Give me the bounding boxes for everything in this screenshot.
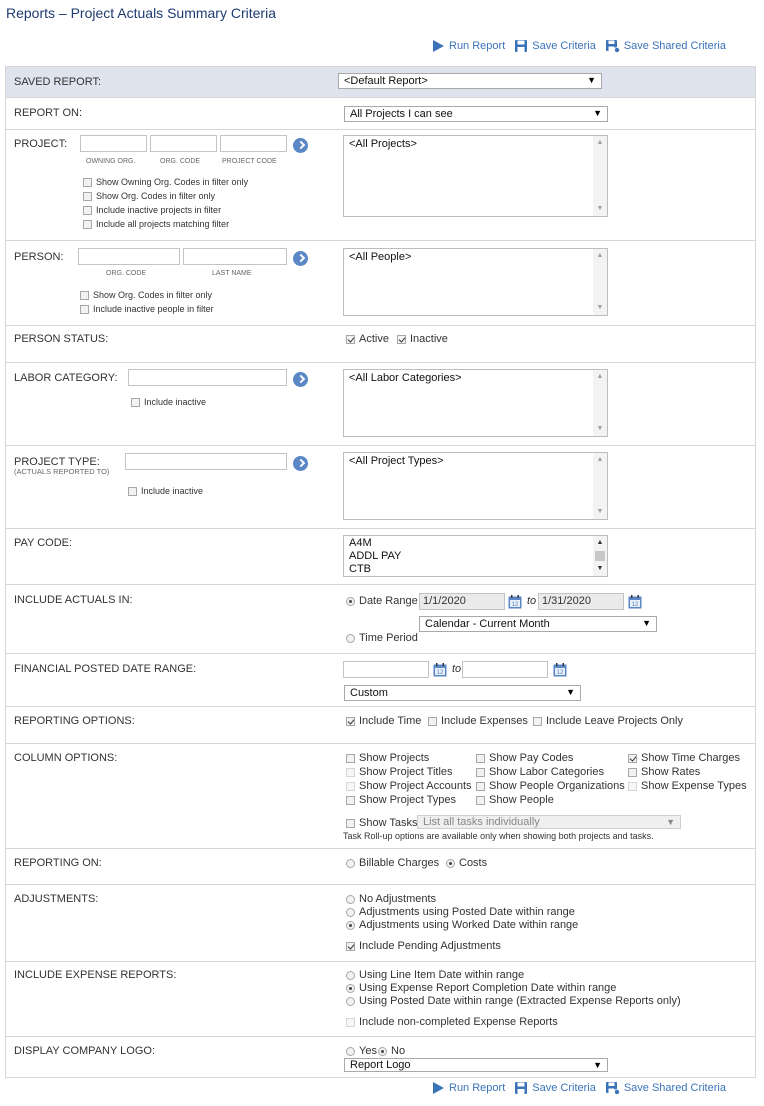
run-report-button[interactable]: Run Report	[432, 1081, 505, 1095]
list-item[interactable]: ADDL PAY	[349, 550, 402, 562]
scroll-up-icon[interactable]: ▲	[596, 539, 604, 546]
project-type-search-button[interactable]	[293, 456, 308, 471]
expense-reports-label: INCLUDE EXPENSE REPORTS:	[14, 969, 177, 981]
scroll-up-icon[interactable]: ▲	[596, 139, 604, 146]
list-item[interactable]: CTB	[349, 563, 371, 575]
project-type-listbox[interactable]	[343, 452, 608, 520]
scrollbar[interactable]	[593, 453, 607, 519]
financial-posted-row	[6, 654, 755, 707]
criteria-form	[5, 66, 756, 1078]
org-code-caption: ORG. CODE	[160, 158, 201, 165]
scroll-up-icon[interactable]: ▲	[596, 456, 604, 463]
project-code-caption: PROJECT CODE	[222, 158, 277, 165]
show-rates-checkbox[interactable]: Show Rates	[628, 766, 700, 778]
reporting-options-row	[6, 707, 755, 744]
project-type-input[interactable]	[125, 453, 287, 470]
labor-category-input[interactable]	[128, 369, 287, 386]
saved-report-select[interactable]: <Default Report> ▼	[338, 73, 602, 89]
date-range-radio[interactable]: Date Range	[346, 595, 418, 607]
scroll-down-icon[interactable]: ▼	[596, 205, 604, 212]
project-code-input[interactable]	[220, 135, 287, 152]
report-on-select[interactable]: All Projects I can see ▼	[344, 106, 608, 122]
svg-text:12: 12	[556, 670, 564, 676]
save-shared-criteria-button[interactable]: Save Shared Criteria	[605, 1081, 726, 1095]
shared-save-icon	[605, 39, 620, 53]
owning-org-input[interactable]	[80, 135, 147, 152]
action-bar-bottom	[432, 1081, 735, 1095]
billable-charges-radio[interactable]: Billable Charges	[346, 857, 439, 869]
scrollbar[interactable]	[593, 136, 607, 216]
scrollbar[interactable]	[593, 536, 607, 576]
run-report-button[interactable]: Run Report	[432, 39, 505, 53]
labor-category-label: LABOR CATEGORY:	[14, 372, 118, 384]
scroll-down-icon[interactable]: ▼	[596, 565, 604, 572]
pay-code-label: PAY CODE:	[14, 537, 73, 549]
adjustments-posted-date-radio[interactable]: Adjustments using Posted Date within range	[346, 906, 575, 918]
include-inactive-projects-checkbox[interactable]: Include inactive projects in filter	[83, 205, 221, 215]
report-logo-select[interactable]: Report Logo ▼	[344, 1058, 608, 1072]
project-type-sublabel: (ACTUALS REPORTED TO)	[14, 467, 110, 476]
play-icon	[432, 39, 445, 53]
save-criteria-button[interactable]: Save Criteria	[514, 39, 596, 53]
labor-category-search-button[interactable]	[293, 372, 308, 387]
floppy-disk-icon	[514, 39, 528, 53]
show-tasks-checkbox[interactable]: Show Tasks	[346, 817, 418, 829]
scroll-up-icon[interactable]: ▲	[596, 373, 604, 380]
logo-yes-radio[interactable]: Yes	[346, 1045, 377, 1057]
costs-radio[interactable]: Costs	[446, 857, 487, 869]
to-label: to	[452, 663, 462, 675]
saved-report-row	[6, 67, 755, 98]
calendar-icon[interactable]	[553, 663, 567, 677]
completion-date-radio[interactable]: Using Expense Report Completion Date within range	[346, 982, 616, 994]
project-type-include-inactive-checkbox[interactable]: Include inactive	[128, 486, 203, 496]
column-options-label: COLUMN OPTIONS:	[14, 752, 118, 764]
play-icon	[432, 1081, 445, 1095]
floppy-disk-icon	[514, 1081, 528, 1095]
show-person-org-codes-checkbox[interactable]: Show Org. Codes in filter only	[80, 290, 212, 300]
to-label: to	[527, 595, 537, 607]
list-item[interactable]: <All Projects>	[349, 138, 417, 150]
project-type-label: PROJECT TYPE:	[14, 456, 100, 468]
adjustments-row	[6, 885, 755, 962]
list-item[interactable]: A4M	[349, 537, 372, 549]
saved-report-label: SAVED REPORT:	[14, 76, 102, 88]
person-status-label: PERSON STATUS:	[14, 333, 109, 345]
inactive-checkbox[interactable]: Inactive	[397, 333, 448, 345]
period-select[interactable]: Calendar - Current Month ▼	[419, 616, 657, 632]
list-item[interactable]: <All Labor Categories>	[349, 372, 462, 384]
dropdown-arrow-icon: ▼	[642, 618, 651, 628]
last-name-input[interactable]	[183, 248, 287, 265]
shared-save-icon	[605, 1081, 620, 1095]
person-search-button[interactable]	[293, 251, 308, 266]
dropdown-arrow-icon: ▼	[587, 75, 596, 85]
include-pending-adjustments-checkbox[interactable]: Include Pending Adjustments	[346, 940, 501, 952]
project-search-button[interactable]	[293, 138, 308, 153]
company-logo-label: DISPLAY COMPANY LOGO:	[14, 1045, 156, 1057]
owning-org-caption: OWNING ORG.	[86, 158, 136, 165]
last-name-caption: LAST NAME	[212, 270, 252, 277]
show-org-codes-checkbox[interactable]: Show Org. Codes in filter only	[83, 191, 215, 201]
no-adjustments-radio[interactable]: No Adjustments	[346, 893, 436, 905]
list-item[interactable]: <All People>	[349, 251, 412, 263]
pay-code-listbox[interactable]	[343, 535, 608, 577]
show-people-checkbox[interactable]: Show People	[476, 794, 554, 806]
pay-code-row	[6, 529, 755, 585]
dropdown-arrow-icon: ▼	[593, 1060, 602, 1070]
posted-from-input[interactable]	[343, 661, 429, 678]
org-code-input[interactable]	[150, 135, 217, 152]
adjustments-worked-date-radio[interactable]: Adjustments using Worked Date within range	[346, 919, 578, 931]
person-row	[6, 241, 755, 326]
scrollbar[interactable]	[593, 370, 607, 436]
reporting-options-label: REPORTING OPTIONS:	[14, 715, 135, 727]
reporting-on-row	[6, 849, 755, 885]
calendar-icon[interactable]	[433, 663, 447, 677]
calendar-icon[interactable]	[628, 595, 642, 609]
org-code-caption: ORG. CODE	[106, 270, 147, 277]
action-bar-top	[432, 39, 735, 53]
reporting-on-label: REPORTING ON:	[14, 857, 102, 869]
scroll-down-icon[interactable]: ▼	[596, 425, 604, 432]
time-period-radio[interactable]: Time Period	[346, 632, 418, 644]
page-title: Reports – Project Actuals Summary Criteria	[6, 5, 276, 21]
person-org-code-input[interactable]	[78, 248, 180, 265]
tasks-note: Task Roll-up options are available only when showing both projects and tasks.	[343, 831, 654, 841]
dropdown-arrow-icon: ▼	[666, 817, 675, 827]
show-owning-org-codes-checkbox[interactable]: Show Owning Org. Codes in filter only	[83, 177, 248, 187]
list-item[interactable]: <All Project Types>	[349, 455, 444, 467]
include-non-completed-checkbox[interactable]: Include non-completed Expense Reports	[346, 1016, 558, 1028]
labor-include-inactive-checkbox[interactable]: Include inactive	[131, 397, 206, 407]
expense-reports-row	[6, 962, 755, 1037]
include-actuals-label: INCLUDE ACTUALS IN:	[14, 594, 133, 606]
include-all-projects-checkbox[interactable]: Include all projects matching filter	[83, 219, 229, 229]
save-shared-criteria-button[interactable]: Save Shared Criteria	[605, 39, 726, 53]
show-time-charges-checkbox[interactable]: Show Time Charges	[628, 752, 740, 764]
include-expenses-checkbox[interactable]: Include Expenses	[428, 715, 528, 727]
include-inactive-people-checkbox[interactable]: Include inactive people in filter	[80, 304, 214, 314]
scroll-down-icon[interactable]: ▼	[596, 508, 604, 515]
report-on-row	[6, 98, 755, 130]
tasks-select[interactable]: List all tasks individually ▼	[417, 815, 681, 829]
project-listbox[interactable]	[343, 135, 608, 217]
posted-range-select[interactable]: Custom ▼	[344, 685, 581, 701]
show-project-types-checkbox[interactable]: Show Project Types	[346, 794, 456, 806]
project-label: PROJECT:	[14, 138, 68, 150]
show-labor-categories-checkbox[interactable]: Show Labor Categories	[476, 766, 604, 778]
person-label: PERSON:	[14, 251, 64, 263]
column-options-row	[6, 744, 755, 849]
show-projects-checkbox[interactable]: Show Projects	[346, 752, 429, 764]
line-item-date-radio[interactable]: Using Line Item Date within range	[346, 969, 524, 981]
show-project-titles-checkbox[interactable]: Show Project Titles	[346, 766, 453, 778]
svg-text:12: 12	[631, 602, 639, 608]
project-type-row	[6, 446, 755, 529]
calendar-icon[interactable]	[508, 595, 522, 609]
show-people-organizations-checkbox[interactable]: Show People Organizations	[476, 780, 625, 792]
include-actuals-row	[6, 585, 755, 654]
show-expense-types-checkbox[interactable]: Show Expense Types	[628, 780, 747, 792]
scroll-down-icon[interactable]: ▼	[596, 304, 604, 311]
show-pay-codes-checkbox[interactable]: Show Pay Codes	[476, 752, 573, 764]
scrollbar[interactable]	[593, 249, 607, 315]
save-criteria-button[interactable]: Save Criteria	[514, 1081, 596, 1095]
scroll-up-icon[interactable]: ▲	[596, 252, 604, 259]
svg-text:12: 12	[436, 670, 444, 676]
person-listbox[interactable]	[343, 248, 608, 316]
dropdown-arrow-icon: ▼	[566, 687, 575, 697]
active-checkbox[interactable]: Active	[346, 333, 389, 345]
show-project-accounts-checkbox[interactable]: Show Project Accounts	[346, 780, 472, 792]
financial-posted-label: FINANCIAL POSTED DATE RANGE:	[14, 663, 197, 675]
date-to-input[interactable]: 1/31/2020	[538, 593, 624, 610]
person-status-row	[6, 326, 755, 363]
svg-text:12: 12	[511, 602, 519, 608]
logo-no-radio[interactable]: No	[378, 1045, 405, 1057]
include-leave-projects-checkbox[interactable]: Include Leave Projects Only	[533, 715, 683, 727]
report-on-label: REPORT ON:	[14, 107, 83, 119]
labor-category-row	[6, 363, 755, 446]
date-from-input[interactable]: 1/1/2020	[419, 593, 505, 610]
adjustments-label: ADJUSTMENTS:	[14, 893, 99, 905]
dropdown-arrow-icon: ▼	[593, 108, 602, 118]
project-row	[6, 130, 755, 241]
posted-to-input[interactable]	[462, 661, 548, 678]
labor-category-listbox[interactable]	[343, 369, 608, 437]
posted-date-radio[interactable]: Using Posted Date within range (Extracted Expense Reports only)	[346, 995, 681, 1007]
include-time-checkbox[interactable]: Include Time	[346, 715, 421, 727]
company-logo-row	[6, 1037, 755, 1079]
